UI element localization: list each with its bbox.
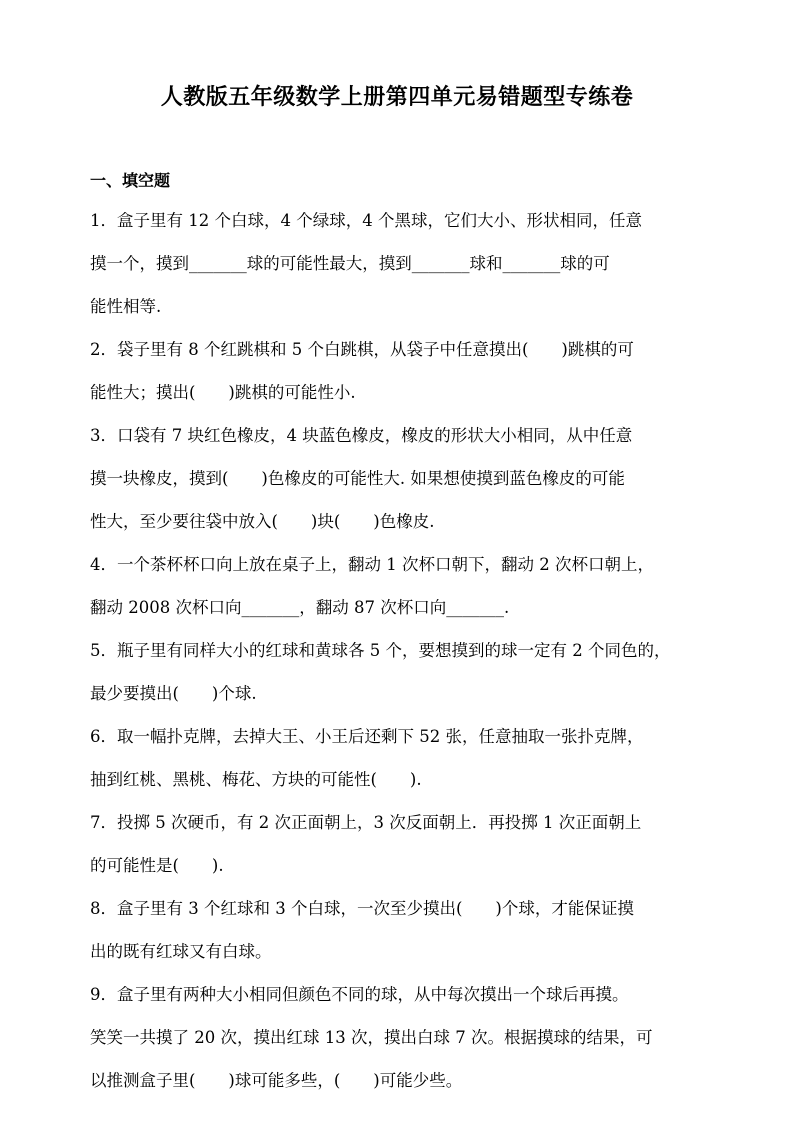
question-7-line-1: 7．投掷 5 次硬币，有 2 次正面朝上，3 次反面朝上．再投掷 1 次正面朝上 xyxy=(90,813,642,832)
question-1-line-1: 1．盒子里有 12 个白球，4 个绿球，4 个黑球，它们大小、形状相同，任意 xyxy=(90,211,642,230)
question-1-line-2: 摸一个，摸到_______球的可能性最大，摸到_______球和_______球的可 xyxy=(90,254,610,273)
question-9-line-1: 9．盒子里有两种大小相同但颜色不同的球，从中每次摸出一个球后再摸。 xyxy=(90,985,629,1004)
question-3-line-1: 3．口袋有 7 块红色橡皮，4 块蓝色橡皮，橡皮的形状大小相同，从中任意 xyxy=(90,426,633,445)
question-4-line-1: 4．一个茶杯杯口向上放在桌子上，翻动 1 次杯口朝下，翻动 2 次杯口朝上， xyxy=(90,555,654,574)
question-3-line-3: 性大，至少要往袋中放入( )块( )色橡皮. xyxy=(90,512,435,531)
section-heading-fill-in-blank: 一、填空题 xyxy=(90,171,171,190)
question-1-line-3: 能性相等. xyxy=(90,297,162,316)
question-9-line-3: 以推测盒子里( )球可能多些，( )可能少些。 xyxy=(90,1071,463,1090)
question-8-line-2: 出的既有红球又有白球。 xyxy=(90,942,272,961)
question-9-line-2: 笑笑一共摸了 20 次，摸出红球 13 次，摸出白球 7 次。根据摸球的结果，可 xyxy=(90,1028,653,1047)
question-5-line-1: 5．瓶子里有同样大小的红球和黄球各 5 个，要想摸到的球一定有 2 个同色的， xyxy=(90,641,671,660)
question-2-line-2: 能性大；摸出( )跳棋的可能性小. xyxy=(90,383,356,402)
question-4-line-2: 翻动 2008 次杯口向_______，翻动 87 次杯口向_______. xyxy=(90,598,510,617)
page-title: 人教版五年级数学上册第四单元易错题型专练卷 xyxy=(160,84,634,110)
question-6-line-1: 6．取一幅扑克牌，去掉大王、小王后还剩下 52 张，任意抽取一张扑克牌， xyxy=(90,727,644,746)
question-8-line-1: 8．盒子里有 3 个红球和 3 个白球，一次至少摸出( )个球，才能保证摸 xyxy=(90,899,634,918)
question-5-line-2: 最少要摸出( )个球. xyxy=(90,684,257,703)
question-7-line-2: 的可能性是( ). xyxy=(90,856,224,875)
question-3-line-2: 摸一块橡皮，摸到( )色橡皮的可能性大. 如果想使摸到蓝色橡皮的可能 xyxy=(90,469,625,488)
question-6-line-2: 抽到红桃、黑桃、梅花、方块的可能性( ). xyxy=(90,770,422,789)
question-2-line-1: 2．袋子里有 8 个红跳棋和 5 个白跳棋，从袋子中任意摸出( )跳棋的可 xyxy=(90,340,634,359)
